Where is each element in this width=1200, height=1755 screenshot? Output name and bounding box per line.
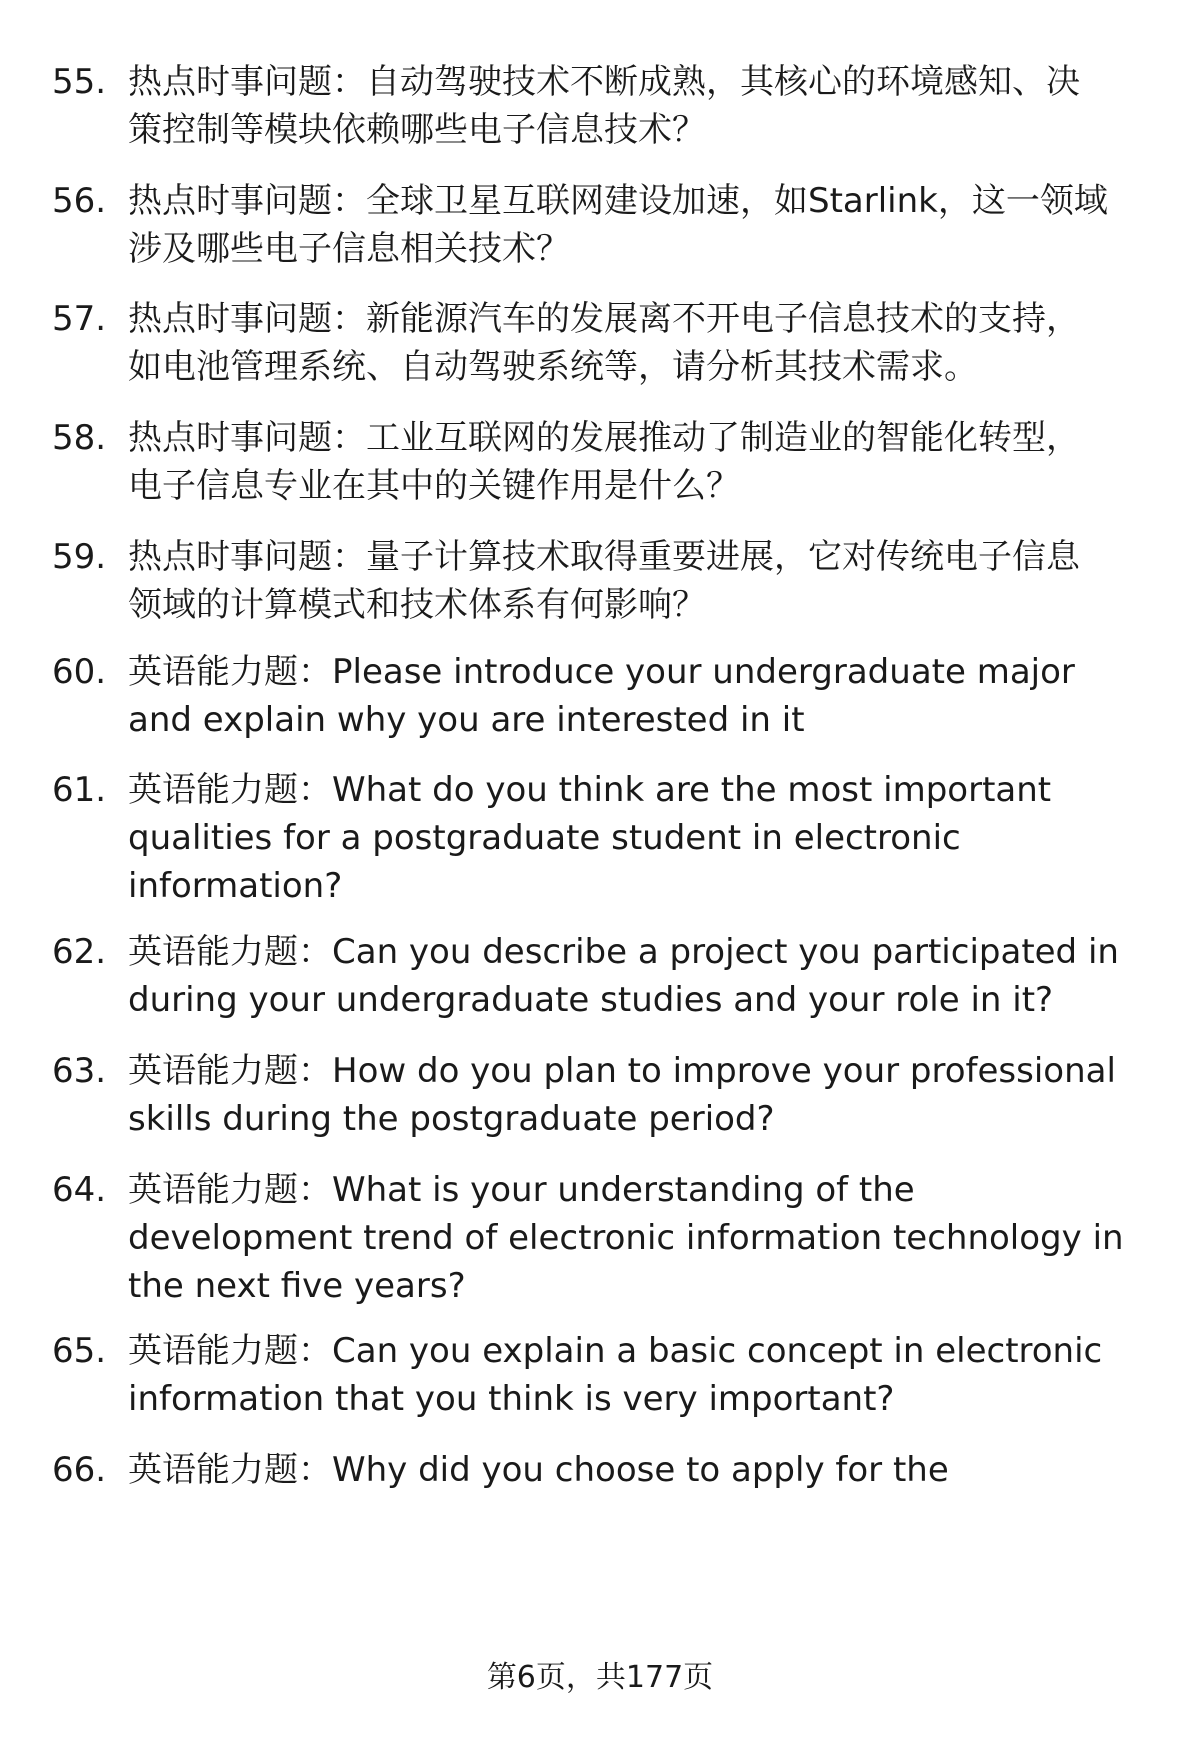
question-text — [128, 295, 1168, 391]
question-text-line: qualities for a postgraduate student in electronic — [128, 818, 961, 858]
question-text-line: skills during the postgraduate period? — [128, 1099, 775, 1139]
question-number: 63. — [52, 1051, 107, 1091]
question-text — [128, 1327, 1168, 1423]
question-text — [128, 1047, 1168, 1143]
question-text-line: 英语能力题：What is your understanding of the — [128, 1170, 915, 1210]
page-number: 第6页，共177页 — [486, 1660, 714, 1695]
question-text — [128, 58, 1168, 154]
question-text-line: 热点时事问题：新能源汽车的发展离不开电子信息技术的支持， — [128, 299, 1080, 339]
question-text-line: 热点时事问题：自动驾驶技术不断成熟，其核心的环境感知、决 — [128, 62, 1080, 102]
question-text-line: 如电池管理系统、自动驾驶系统等，请分析其技术需求。 — [128, 347, 978, 387]
question-text-line: 涉及哪些电子信息相关技术？ — [128, 229, 570, 269]
question-text-line: the next five years? — [128, 1266, 466, 1306]
question-number: 64. — [52, 1170, 107, 1210]
question-text — [128, 1166, 1168, 1310]
question-text-line: information? — [128, 866, 343, 906]
question-text-line: and explain why you are interested in it — [128, 700, 805, 740]
question-text-line: 英语能力题：Can you explain a basic concept in electronic — [128, 1331, 1103, 1371]
question-text-line: 英语能力题：How do you plan to improve your professional — [128, 1051, 1116, 1091]
question-number: 55. — [52, 62, 107, 102]
question-number: 60. — [52, 652, 107, 692]
question-text-line: information that you think is very important? — [128, 1379, 895, 1419]
question-text — [128, 414, 1168, 510]
question-text — [128, 533, 1168, 629]
question-text-line: 英语能力题：Why did you choose to apply for the — [128, 1450, 949, 1490]
question-text-line: 热点时事问题：量子计算技术取得重要进展，它对传统电子信息 — [128, 537, 1080, 577]
question-text-line: development trend of electronic information technology in — [128, 1218, 1124, 1258]
question-number: 56. — [52, 181, 107, 221]
question-text-line: 热点时事问题：全球卫星互联网建设加速，如Starlink，这一领域 — [128, 181, 1108, 221]
question-number: 57. — [52, 299, 107, 339]
question-text-line: 策控制等模块依赖哪些电子信息技术？ — [128, 110, 706, 150]
question-number: 62. — [52, 932, 107, 972]
question-number: 58. — [52, 418, 107, 458]
question-text-line: 英语能力题：Please introduce your undergraduate major — [128, 652, 1075, 692]
question-number: 61. — [52, 770, 107, 810]
question-number: 66. — [52, 1450, 107, 1490]
question-text-line: 英语能力题：Can you describe a project you participated in — [128, 932, 1119, 972]
question-text-line: during your undergraduate studies and your role in it? — [128, 980, 1054, 1020]
question-text — [128, 177, 1168, 273]
question-number: 59. — [52, 537, 107, 577]
question-text-line: 英语能力题：What do you think are the most important — [128, 770, 1052, 810]
question-text — [128, 766, 1168, 910]
question-text — [128, 928, 1168, 1024]
question-text — [128, 648, 1168, 744]
question-text-line: 电子信息专业在其中的关键作用是什么？ — [128, 466, 740, 506]
question-text-line: 热点时事问题：工业互联网的发展推动了制造业的智能化转型， — [128, 418, 1080, 458]
question-text-line: 领域的计算模式和技术体系有何影响？ — [128, 585, 706, 625]
question-number: 65. — [52, 1331, 107, 1371]
question-text — [128, 1446, 1168, 1494]
